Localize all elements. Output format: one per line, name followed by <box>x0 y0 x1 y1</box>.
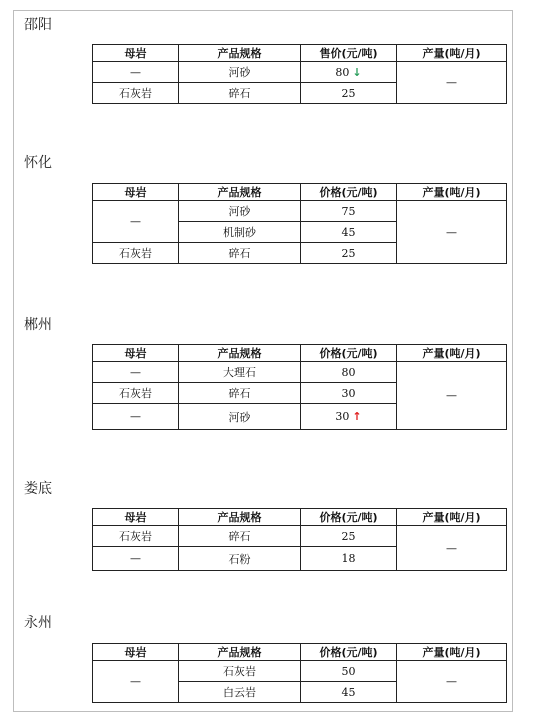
cell-product: 碎石 <box>179 83 301 104</box>
cell-output: — <box>397 62 507 104</box>
cell-price: 25 <box>301 83 397 104</box>
cell-product: 河砂 <box>179 201 301 222</box>
cell-rock: — <box>93 201 179 243</box>
table-header-row <box>93 644 507 661</box>
header-product: 产品规格 <box>179 345 301 362</box>
cell-price: 80 <box>301 362 397 383</box>
cell-output: — <box>397 362 507 430</box>
cell-product: 河砂 <box>179 62 301 83</box>
table-row <box>93 661 507 682</box>
cell-price: 25 <box>301 243 397 264</box>
region-title-shaoyang: 邵阳 <box>24 17 52 33</box>
cell-product: 大理石 <box>179 362 301 383</box>
cell-rock: 石灰岩 <box>93 526 179 547</box>
header-product: 产品规格 <box>179 644 301 661</box>
up-arrow-icon: ↑ <box>352 410 362 423</box>
cell-rock: — <box>93 547 179 571</box>
cell-rock: — <box>93 404 179 430</box>
price-table-yongzhou <box>92 643 507 703</box>
cell-product: 石粉 <box>179 547 301 571</box>
table-row <box>93 62 507 83</box>
region-title-yongzhou: 永州 <box>24 615 52 631</box>
header-output: 产量(吨/月) <box>397 45 507 62</box>
price-value: 30 <box>335 410 350 423</box>
cell-product: 碎石 <box>179 383 301 404</box>
cell-price: 45 <box>301 682 397 703</box>
header-price: 价格(元/吨) <box>301 345 397 362</box>
cell-price: 75 <box>301 201 397 222</box>
cell-rock: — <box>93 62 179 83</box>
header-product: 产品规格 <box>179 509 301 526</box>
table-row <box>93 201 507 222</box>
header-rock: 母岩 <box>93 45 179 62</box>
cell-product: 白云岩 <box>179 682 301 703</box>
header-product: 产品规格 <box>179 45 301 62</box>
header-rock: 母岩 <box>93 184 179 201</box>
cell-product: 石灰岩 <box>179 661 301 682</box>
cell-output: — <box>397 201 507 264</box>
cell-rock: 石灰岩 <box>93 383 179 404</box>
header-rock: 母岩 <box>93 345 179 362</box>
header-output: 产量(吨/月) <box>397 644 507 661</box>
table-row <box>93 526 507 547</box>
header-rock: 母岩 <box>93 644 179 661</box>
cell-price: 25 <box>301 526 397 547</box>
region-title-huaihua: 怀化 <box>24 155 52 171</box>
price-value: 80 <box>335 65 350 79</box>
cell-price <box>301 404 397 430</box>
cell-product: 河砂 <box>179 404 301 430</box>
table-header-row <box>93 345 507 362</box>
price-table-huaihua <box>92 183 507 264</box>
region-title-loudi: 娄底 <box>24 481 52 497</box>
header-output: 产量(吨/月) <box>397 184 507 201</box>
down-arrow-icon: ↓ <box>352 65 362 79</box>
header-rock: 母岩 <box>93 509 179 526</box>
header-price: 价格(元/吨) <box>301 509 397 526</box>
price-table-loudi <box>92 508 507 571</box>
cell-rock: 石灰岩 <box>93 83 179 104</box>
header-price: 价格(元/吨) <box>301 184 397 201</box>
cell-price: 45 <box>301 222 397 243</box>
cell-rock: — <box>93 661 179 703</box>
cell-product: 机制砂 <box>179 222 301 243</box>
cell-product: 碎石 <box>179 243 301 264</box>
cell-rock: — <box>93 362 179 383</box>
header-price: 售价(元/吨) <box>301 45 397 62</box>
header-output: 产量(吨/月) <box>397 509 507 526</box>
price-table-shaoyang <box>92 44 507 104</box>
price-table-chenzhou <box>92 344 507 430</box>
table-row <box>93 362 507 383</box>
header-product: 产品规格 <box>179 184 301 201</box>
cell-rock: 石灰岩 <box>93 243 179 264</box>
table-header-row <box>93 45 507 62</box>
cell-product: 碎石 <box>179 526 301 547</box>
cell-price: 18 <box>301 547 397 571</box>
header-output: 产量(吨/月) <box>397 345 507 362</box>
region-title-chenzhou: 郴州 <box>24 317 52 333</box>
cell-price <box>301 62 397 83</box>
cell-output: — <box>397 526 507 571</box>
cell-price: 50 <box>301 661 397 682</box>
table-header-row <box>93 184 507 201</box>
cell-output: — <box>397 661 507 703</box>
cell-price: 30 <box>301 383 397 404</box>
header-price: 价格(元/吨) <box>301 644 397 661</box>
table-header-row <box>93 509 507 526</box>
